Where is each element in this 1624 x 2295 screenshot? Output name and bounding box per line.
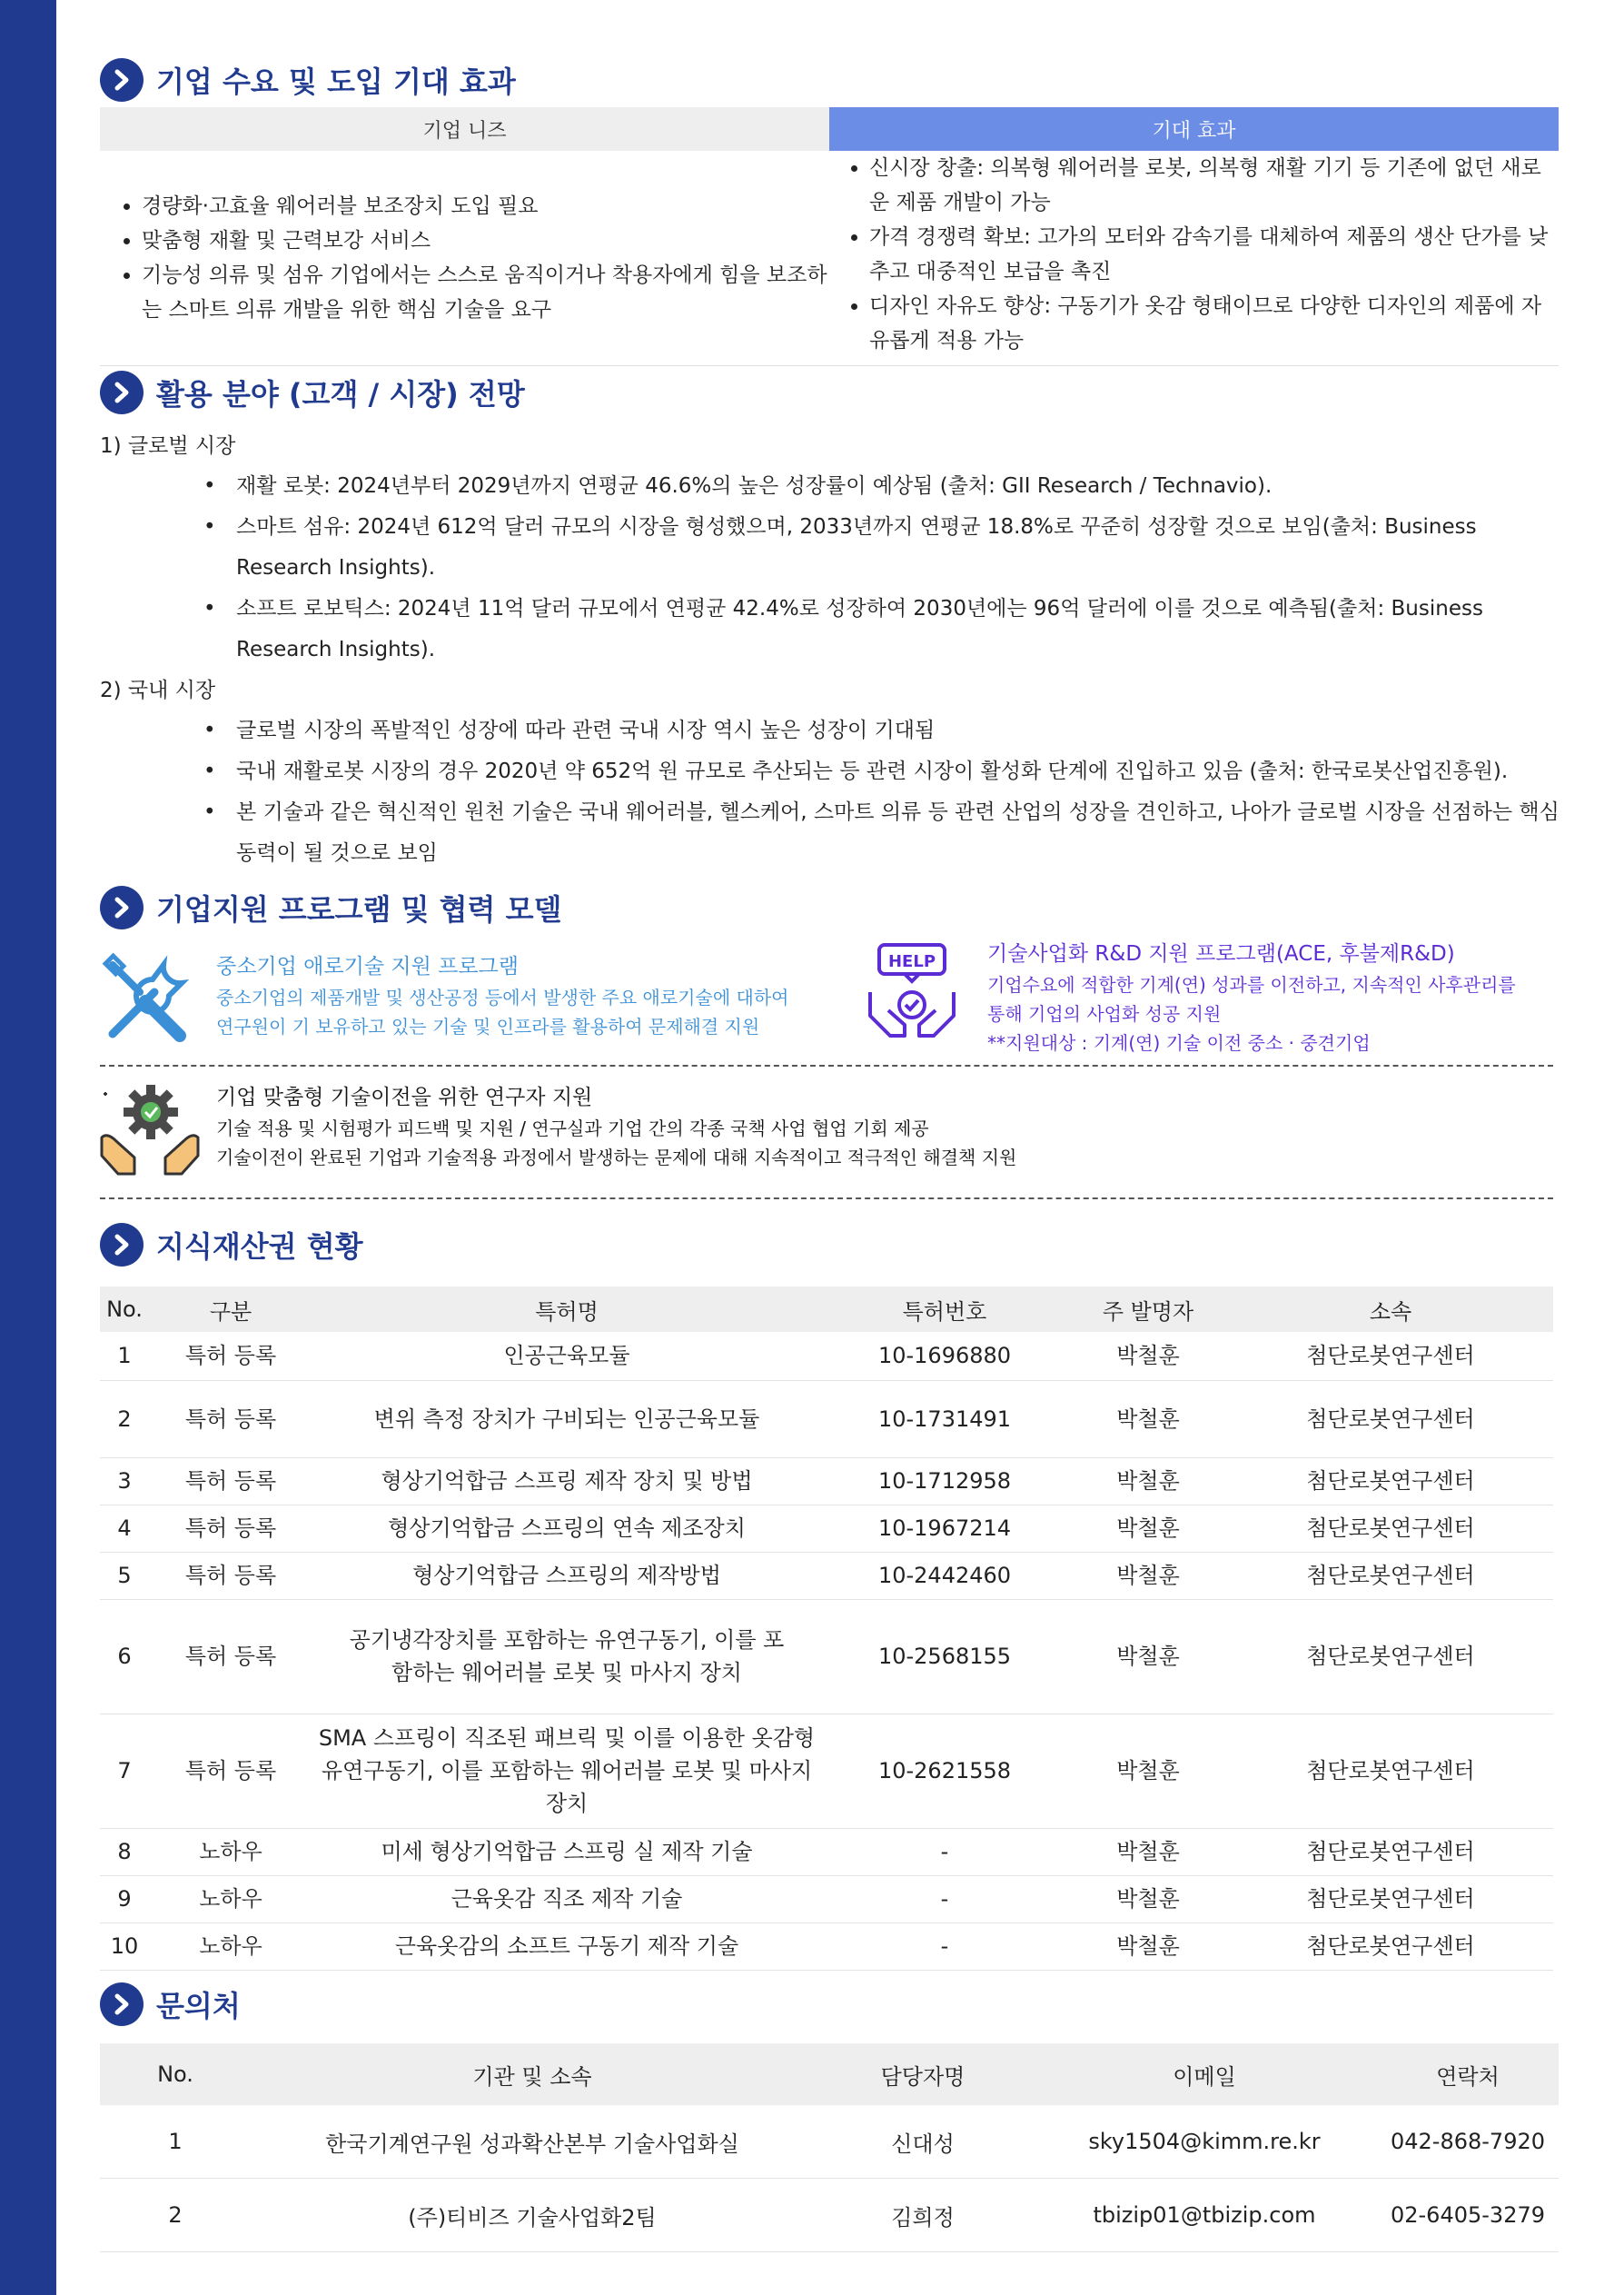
cell-inventor: 박철훈 (1068, 1828, 1228, 1875)
rnd-program-target: **지원대상 : 기계(연) 기술 이전 중소 · 중견기업 (987, 1032, 1371, 1054)
section-needs-effects-title (100, 58, 516, 102)
rnd-program-line: 기업수요에 적합한 기계(연) 성과를 이전하고, 지속적인 사후관리를 (987, 974, 1516, 996)
cell-no: 1 (100, 2105, 251, 2179)
email-link[interactable]: sky1504@kimm.re.kr (1032, 2105, 1377, 2179)
cell-type: 노하우 (149, 1922, 312, 1970)
cell-inventor: 박철훈 (1068, 1552, 1228, 1599)
cell-affiliation: 첨단로봇연구센터 (1228, 1922, 1553, 1970)
chevron-right-icon (100, 58, 144, 102)
section-label: 기업 수요 및 도입 기대 효과 (156, 65, 516, 99)
cell-title: 미세 형상기억합금 스프링 실 제작 기술 (312, 1828, 821, 1875)
patent-table (100, 1287, 1553, 1971)
table-row (100, 1380, 1553, 1457)
cell-affiliation: 첨단로봇연구센터 (1228, 1552, 1553, 1599)
domestic-market-item: • 본 기술과 같은 혁신적인 원천 기술은 국내 웨어러블, 헬스케어, 스마트 의류 등 관련 산업의 성장을 견인하고, 나아가 글로벌 시장을 선점하는 핵심 동력이 될 것으로 보임 (236, 792, 1571, 874)
cell-type: 특허 등록 (149, 1380, 312, 1457)
cell-number: - (821, 1922, 1068, 1970)
phone-number[interactable]: 02-6405-3279 (1377, 2179, 1559, 2252)
cell-no: 6 (100, 1599, 149, 1714)
help-label: HELP (887, 952, 936, 971)
sme-program-line: 중소기업의 제품개발 및 생산공정 등에서 발생한 주요 애로기술에 대하여 (216, 987, 789, 1008)
cell-title: 근육옷감 직조 제작 기술 (312, 1875, 821, 1922)
effects-item: • 신시장 창출: 의복형 웨어러블 로봇, 의복형 재활 기기 등 기존에 없던 새로운 제품 개발이 가능 (869, 151, 1559, 220)
table-row (100, 1714, 1553, 1828)
cell-affiliation: 첨단로봇연구센터 (1228, 1332, 1553, 1380)
table-row (100, 1922, 1553, 1970)
effects-list (829, 151, 1559, 365)
domestic-market-item: • 국내 재활로봇 시장의 경우 2020년 약 652억 원 규모로 추산되는 등 관련 시장이 활성화 단계에 진입하고 있음 (출처: 한국로봇산업진흥원). (236, 751, 1571, 792)
cell-no: 8 (100, 1828, 149, 1875)
researcher-support-line: 기술이전이 완료된 기업과 기술적용 과정에서 발생하는 문제에 대해 지속적이고 적극적인 해결책 지원 (216, 1147, 1017, 1168)
table-row (100, 1332, 1553, 1380)
cell-no: 4 (100, 1505, 149, 1552)
cell-affiliation: 첨단로봇연구센터 (1228, 1875, 1553, 1922)
section-label: 문의처 (156, 1989, 241, 2023)
cell-affiliation: 첨단로봇연구센터 (1228, 1380, 1553, 1457)
cell-type: 특허 등록 (149, 1714, 312, 1828)
needs-list (100, 151, 829, 365)
cell-inventor: 박철훈 (1068, 1714, 1228, 1828)
section-label: 지식재산권 현황 (156, 1229, 363, 1264)
contact-table (100, 2043, 1559, 2252)
sme-program-line: 연구원이 기 보유하고 있는 기술 및 인프라를 활용하여 문제해결 지원 (216, 1016, 760, 1038)
cell-affiliation: 첨단로봇연구센터 (1228, 1828, 1553, 1875)
domestic-market-item: • 글로벌 시장의 폭발적인 성장에 따라 관련 국내 시장 역시 높은 성장이 기대됨 (236, 710, 1571, 751)
researcher-support (216, 1081, 1016, 1172)
cell-affiliation: 첨단로봇연구센터 (1228, 1599, 1553, 1714)
section-support-title (100, 886, 561, 929)
cell-number: 10-1712958 (821, 1457, 1068, 1505)
rnd-program-line: 통해 기업의 사업화 성공 지원 (987, 1003, 1222, 1025)
sme-program (216, 950, 788, 1041)
cell-number: 10-2568155 (821, 1599, 1068, 1714)
col-header: 연락처 (1377, 2043, 1559, 2105)
col-header: 주 발명자 (1068, 1287, 1228, 1332)
cell-org: 한국기계연구원 성과확산본부 기술사업화실 (251, 2105, 814, 2179)
col-header: 구분 (149, 1287, 312, 1332)
cell-title: 형상기억합금 스프링의 제작방법 (312, 1552, 821, 1599)
cell-type: 특허 등록 (149, 1552, 312, 1599)
cell-inventor: 박철훈 (1068, 1599, 1228, 1714)
chevron-right-icon (100, 886, 144, 929)
effects-item: • 디자인 자유도 향상: 구동기가 옷감 형태이므로 다양한 디자인의 제품에 자유롭게 적용 가능 (869, 289, 1559, 358)
col-header: No. (100, 2043, 251, 2105)
table-row (100, 2179, 1559, 2252)
global-market-item: • 재활 로봇: 2024년부터 2029년까지 연평균 46.6%의 높은 성장률이 예상됨 (출처: GII Research / Technavio). (236, 466, 1571, 507)
cell-inventor: 박철훈 (1068, 1380, 1228, 1457)
cell-type: 노하우 (149, 1875, 312, 1922)
researcher-support-title: 기업 맞춤형 기술이전을 위한 연구자 지원 (216, 1086, 593, 1109)
cell-number: 10-1967214 (821, 1505, 1068, 1552)
col-header: 이메일 (1032, 2043, 1377, 2105)
cell-person: 김희정 (814, 2179, 1032, 2252)
cell-inventor: 박철훈 (1068, 1922, 1228, 1970)
global-market-item: • 소프트 로보틱스: 2024년 11억 달러 규모에서 연평균 42.4%로 성장하여 2030년에는 96억 달러에 이를 것으로 예측됨(출처: Business Research Insights). (236, 589, 1571, 671)
needs-item: • 기능성 의류 및 섬유 기업에서는 스스로 움직이거나 착용자에게 힘을 보조하는 스마트 의류 개발을 위한 핵심 기술을 요구 (142, 258, 829, 327)
cell-number: 10-2442460 (821, 1552, 1068, 1599)
cell-type: 특허 등록 (149, 1457, 312, 1505)
col-header: 특허명 (312, 1287, 821, 1332)
cell-title: 공기냉각장치를 포함하는 유연구동기, 이를 포함하는 웨어러블 로봇 및 마사지 장치 (312, 1599, 821, 1714)
domestic-market-label: 2) 국내 시장 (100, 679, 216, 702)
cell-inventor: 박철훈 (1068, 1332, 1228, 1380)
effects-header: 기대 효과 (829, 107, 1559, 151)
cell-org: (주)티비즈 기술사업화2팀 (251, 2179, 814, 2252)
cell-number: 10-1696880 (821, 1332, 1068, 1380)
markets-block (100, 426, 1571, 874)
table-row (100, 1552, 1553, 1599)
cell-title: 근육옷감의 소프트 구동기 제작 기술 (312, 1922, 821, 1970)
cell-no: 1 (100, 1332, 149, 1380)
cell-title: 형상기억합금 스프링의 연속 제조장치 (312, 1505, 821, 1552)
col-header: 특허번호 (821, 1287, 1068, 1332)
cell-title: 변위 측정 장치가 구비되는 인공근육모듈 (312, 1380, 821, 1457)
dashed-divider (100, 1197, 1553, 1199)
cell-number: - (821, 1828, 1068, 1875)
needs-header: 기업 니즈 (100, 107, 829, 151)
cell-inventor: 박철훈 (1068, 1505, 1228, 1552)
chevron-right-icon (100, 1982, 144, 2026)
cell-title: 인공근육모듈 (312, 1332, 821, 1380)
cell-number: 10-2621558 (821, 1714, 1068, 1828)
section-contact-title (100, 1982, 241, 2026)
chevron-right-icon (100, 371, 144, 414)
section-label: 활용 분야 (고객 / 시장) 전망 (156, 377, 525, 412)
cell-type: 특허 등록 (149, 1505, 312, 1552)
cell-type: 특허 등록 (149, 1332, 312, 1380)
cell-no: 2 (100, 1380, 149, 1457)
cell-no: 9 (100, 1875, 149, 1922)
table-row (100, 1599, 1553, 1714)
cell-affiliation: 첨단로봇연구센터 (1228, 1457, 1553, 1505)
left-sidebar-bar (0, 0, 56, 2295)
cell-person: 신대성 (814, 2105, 1032, 2179)
patent-header-row (100, 1287, 1553, 1332)
researcher-support-line: 기술 적용 및 시험평가 피드백 및 지원 / 연구실과 기업 간의 각종 국책 사업 협업 기회 제공 (216, 1118, 929, 1139)
global-market-item: • 스마트 섬유: 2024년 612억 달러 규모의 시장을 형성했으며, 2033년까지 연평균 18.8%로 꾸준히 성장할 것으로 보임(출처: Business Research Insights). (236, 507, 1571, 589)
cell-number: - (821, 1875, 1068, 1922)
cell-title: 형상기억합금 스프링 제작 장치 및 방법 (312, 1457, 821, 1505)
rnd-program (987, 938, 1516, 1058)
sme-program-title: 중소기업 애로기술 지원 프로그램 (216, 955, 519, 979)
cell-type: 특허 등록 (149, 1599, 312, 1714)
dashed-divider (100, 1065, 1553, 1067)
email-link[interactable]: tbizip01@tbizip.com (1032, 2179, 1377, 2252)
global-market-label: 1) 글로벌 시장 (100, 434, 236, 458)
cell-no: 10 (100, 1922, 149, 1970)
chevron-right-icon (100, 1223, 144, 1267)
section-label: 기업지원 프로그램 및 협력 모델 (156, 892, 562, 927)
section-markets-title (100, 371, 525, 414)
col-header: 기관 및 소속 (251, 2043, 814, 2105)
needs-effects-table (100, 107, 1559, 366)
cell-no: 2 (100, 2179, 251, 2252)
cell-no: 5 (100, 1552, 149, 1599)
needs-item: • 맞춤형 재활 및 근력보강 서비스 (142, 224, 829, 258)
contact-header-row (100, 2043, 1559, 2105)
rnd-program-title: 기술사업화 R&D 지원 프로그램(ACE, 후불제R&D) (987, 942, 1455, 966)
tools-icon (100, 952, 194, 1050)
cell-affiliation: 첨단로봇연구센터 (1228, 1505, 1553, 1552)
table-row (100, 2105, 1559, 2179)
col-header: No. (100, 1287, 149, 1332)
phone-number[interactable]: 042-868-7920 (1377, 2105, 1559, 2179)
table-row (100, 1457, 1553, 1505)
cell-inventor: 박철훈 (1068, 1457, 1228, 1505)
table-row (100, 1828, 1553, 1875)
table-row (100, 1505, 1553, 1552)
cell-type: 노하우 (149, 1828, 312, 1875)
col-header: 소속 (1228, 1287, 1553, 1332)
cell-no: 3 (100, 1457, 149, 1505)
effects-item: • 가격 경쟁력 확보: 고가의 모터와 감속기를 대체하여 제품의 생산 단가를 낮추고 대중적인 보급을 촉진 (869, 220, 1559, 289)
cell-title: SMA 스프링이 직조된 패브릭 및 이를 이용한 옷감형 유연구동기, 이를 포함하는 웨어러블 로봇 및 마사지 장치 (312, 1714, 821, 1828)
cell-no: 7 (100, 1714, 149, 1828)
col-header: 담당자명 (814, 2043, 1032, 2105)
needs-item: • 경량화·고효율 웨어러블 보조장치 도입 필요 (142, 189, 829, 224)
table-row (100, 1875, 1553, 1922)
cell-affiliation: 첨단로봇연구센터 (1228, 1714, 1553, 1828)
gear-hands-icon (98, 1078, 202, 1183)
cell-number: 10-1731491 (821, 1380, 1068, 1457)
section-ip-title (100, 1223, 363, 1267)
cell-inventor: 박철훈 (1068, 1875, 1228, 1922)
help-hands-icon (863, 941, 961, 1047)
